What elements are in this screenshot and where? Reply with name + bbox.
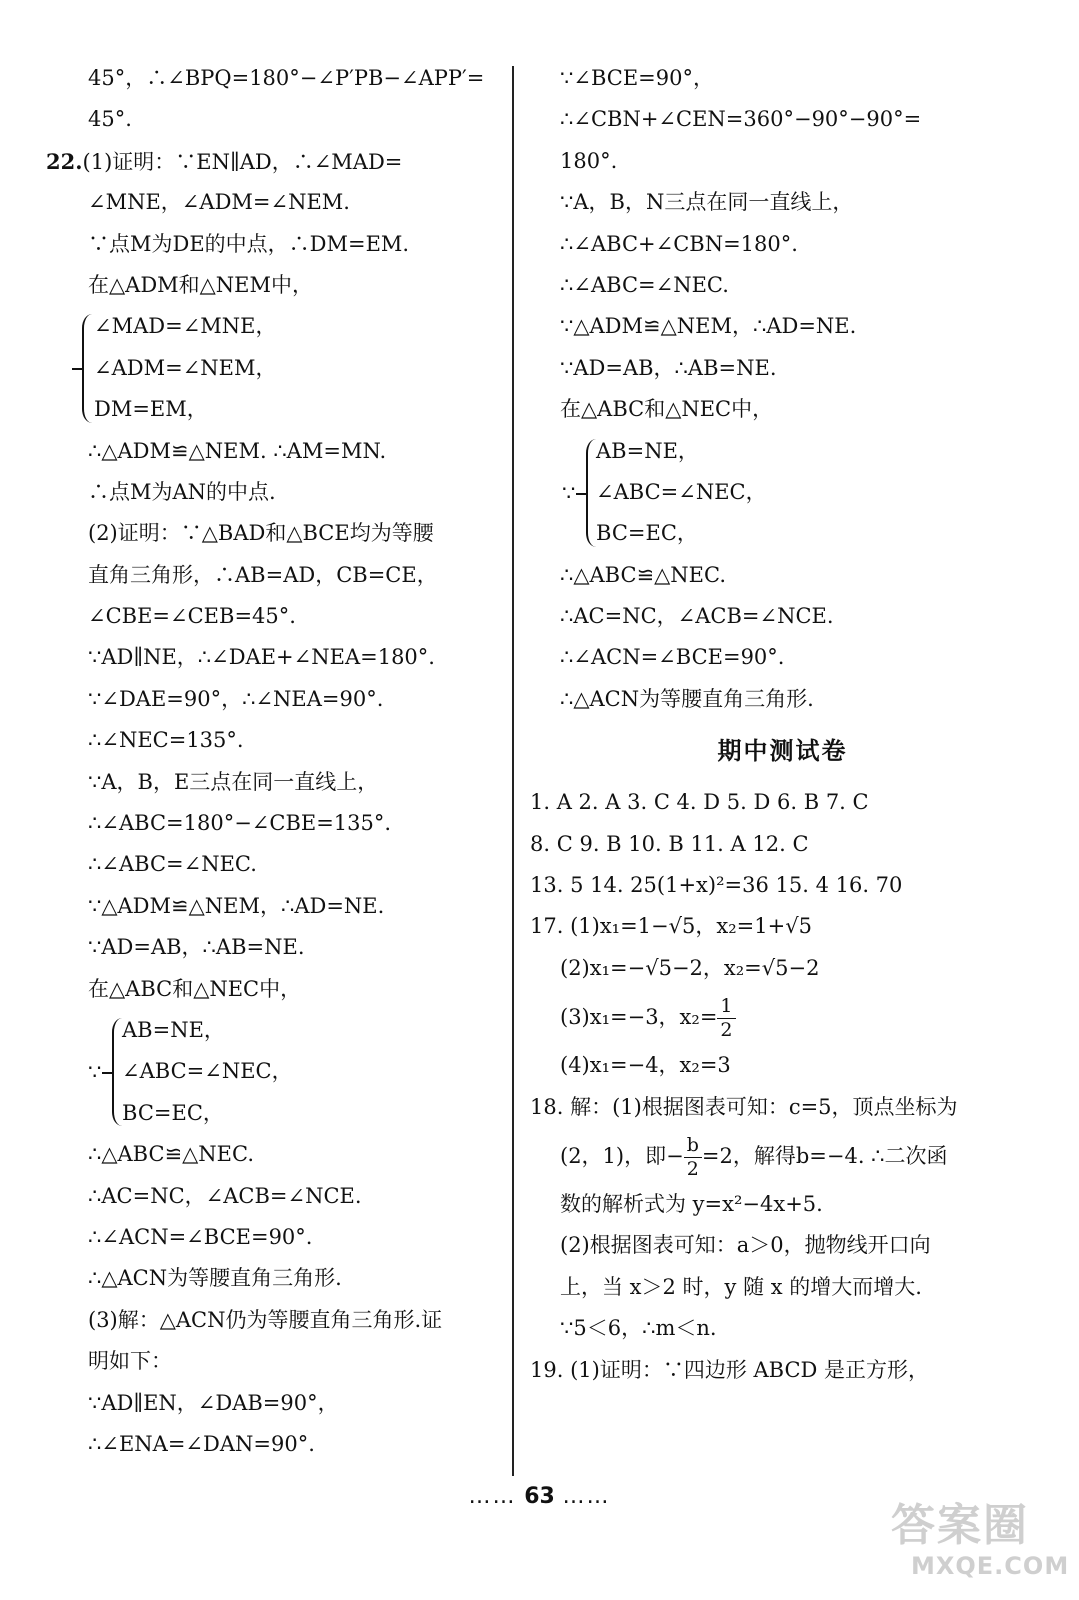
text-line: ∠MNE，∠ADM=∠NEM. [88, 190, 350, 215]
section-title: 期中测试卷 [717, 737, 848, 766]
text-line: ∵A，B，E三点在同一直线上， [88, 769, 379, 794]
numerator: 1 [717, 997, 735, 1019]
text-line: ∴∠ENA=∠DAN=90°. [88, 1431, 315, 1456]
text-line: ∵AD=AB，∴AB=NE. [560, 355, 777, 380]
brace-line: AB=NE， [596, 438, 699, 463]
text-line: 在△ABC和△NEC中， [560, 397, 774, 422]
text-span: (3)x₁=−3，x₂= [560, 1005, 718, 1030]
fraction [684, 1133, 702, 1180]
text-line: 上，当 x＞2 时，y 随 x 的增大而增大. [560, 1274, 922, 1299]
text-line: ∵△ADM≌△NEM，∴AD=NE. [88, 893, 385, 918]
dots: …… [468, 1484, 517, 1509]
fraction-line [530, 989, 1035, 1045]
brace-icon [586, 439, 598, 547]
brace-system-3 [530, 431, 1035, 555]
text-line: ∴AC=NC，∠ACB=∠NCE. [88, 1183, 362, 1208]
text-line: ∵∠BCE=90°， [560, 66, 714, 90]
because-symbol: ∵ [88, 1060, 102, 1085]
watermark-url: MXQE.COM [911, 1552, 1070, 1580]
brace-line: DM=EM， [94, 397, 208, 422]
question-22-line [46, 141, 506, 182]
text-line: 45°. [88, 107, 132, 132]
denominator: 2 [720, 1019, 733, 1042]
text-line: ∴△ACN为等腰直角三角形. [88, 1266, 342, 1291]
denominator: 2 [686, 1157, 699, 1180]
answer-row: 8. C 9. B 10. B 11. A 12. C [530, 831, 809, 856]
question-number: 22. [46, 148, 83, 174]
text-span: (2，1)，即− [560, 1143, 684, 1168]
answer-row: 13. 5 14. 25(1+x)²=36 15. 4 16. 70 [530, 873, 903, 898]
brace-line: ∠ABC=∠NEC， [122, 1059, 293, 1084]
text-line: 在△ADM和△NEM中， [88, 272, 314, 297]
text-line: ∵△ADM≌△NEM，∴AD=NE. [560, 314, 857, 339]
brace-line: AB=NE， [122, 1017, 225, 1042]
text-line: ∴AC=NC，∠ACB=∠NCE. [560, 604, 834, 629]
text-line: ∴△ABC≌△NEC. [88, 1142, 255, 1167]
text-line: ∴∠ABC=∠NEC. [560, 272, 729, 297]
text-line: (2)证明：∵△BAD和△BCE均为等腰 [88, 521, 434, 546]
text-line: ∵AD∥NE，∴∠DAE+∠NEA=180°. [88, 645, 435, 670]
right-column [530, 58, 1035, 1391]
text-line: ∵AD=AB，∴AB=NE. [88, 935, 305, 960]
text-line: ∴△ABC≌△NEC. [560, 562, 727, 587]
text-line: ∴∠ABC=∠NEC. [88, 852, 257, 877]
watermark-text: 答案圈 [891, 1500, 1029, 1551]
brace-icon [112, 1018, 124, 1126]
numerator: b [684, 1136, 702, 1158]
text-line: ∴∠ACN=∠BCE=90°. [88, 1224, 313, 1249]
text-line: (2)x₁=−√5−2，x₂=√5−2 [560, 955, 820, 980]
text-line: 在△ABC和△NEC中， [88, 976, 302, 1001]
page-number: 63 [524, 1484, 555, 1509]
text-line: (4)x₁=−4，x₂=3 [560, 1053, 731, 1078]
text-line: ∵AD∥EN，∠DAB=90°， [88, 1390, 339, 1415]
text-line: 19. (1)证明：∵四边形 ABCD 是正方形， [530, 1357, 930, 1382]
because-symbol: ∵ [562, 480, 576, 505]
text-span: =2，解得b=−4. ∴二次函 [701, 1143, 948, 1168]
text-line: 17. (1)x₁=1−√5，x₂=1+√5 [530, 914, 812, 939]
brace-line: BC=EC， [596, 521, 698, 546]
text-line: ∴∠ABC=180°−∠CBE=135°. [88, 811, 392, 836]
text-line: ∴△ADM≌△NEM. ∴AM=MN. [88, 438, 387, 463]
text-line: 18. 解：(1)根据图表可知：c=5，顶点坐标为 [530, 1094, 958, 1119]
text-line: ∠CBE=∠CEB=45°. [88, 604, 296, 629]
text-line: (2)根据图表可知：a＞0，抛物线开口向 [560, 1233, 931, 1258]
brace-icon [82, 314, 94, 422]
watermark-logo [891, 1500, 1070, 1590]
fraction [717, 997, 735, 1040]
dots: …… [562, 1484, 611, 1509]
text-line: (1)证明：∵EN∥AD，∴∠MAD= [82, 149, 403, 174]
text-line: 180°. [560, 148, 618, 173]
text-line: (3)解：△ACN仍为等腰直角三角形.证 [88, 1307, 443, 1332]
text-line: 45°，∴∠BPQ=180°−∠P′PB−∠APP′= [88, 66, 485, 90]
brace-system-2 [46, 1010, 506, 1134]
text-line: 直角三角形，∴AB=AD，CB=CE， [88, 562, 438, 587]
text-line: 数的解析式为 y=x²−4x+5. [560, 1191, 823, 1216]
text-line: ∴∠ABC+∠CBN=180°. [560, 231, 798, 256]
column-divider [512, 66, 514, 1476]
text-line: ∵点M为DE的中点，∴DM=EM. [88, 231, 410, 256]
text-line: ∵A，B，N三点在同一直线上， [560, 190, 854, 215]
text-line: ∵∠DAE=90°，∴∠NEA=90°. [88, 686, 384, 711]
text-line: ∴△ACN为等腰直角三角形. [560, 686, 814, 711]
text-line: ∴点M为AN的中点. [88, 479, 276, 504]
brace-line: ∠ADM=∠NEM， [94, 355, 277, 380]
brace-line: ∠MAD=∠MNE， [94, 314, 277, 339]
fraction-line [530, 1128, 1035, 1184]
text-line: ∵5＜6，∴m＜n. [560, 1316, 717, 1341]
text-line: 明如下： [88, 1349, 172, 1374]
brace-system-1 [46, 306, 506, 430]
text-line: ∴∠ACN=∠BCE=90°. [560, 645, 785, 670]
text-line: ∴∠CBN+∠CEN=360°−90°−90°= [560, 107, 922, 132]
brace-line: BC=EC， [122, 1100, 224, 1125]
text-line: ∴∠NEC=135°. [88, 728, 244, 753]
brace-line: ∠ABC=∠NEC， [596, 479, 767, 504]
left-column [46, 58, 506, 1465]
answer-row: 1. A 2. A 3. C 4. D 5. D 6. B 7. C [530, 790, 869, 815]
